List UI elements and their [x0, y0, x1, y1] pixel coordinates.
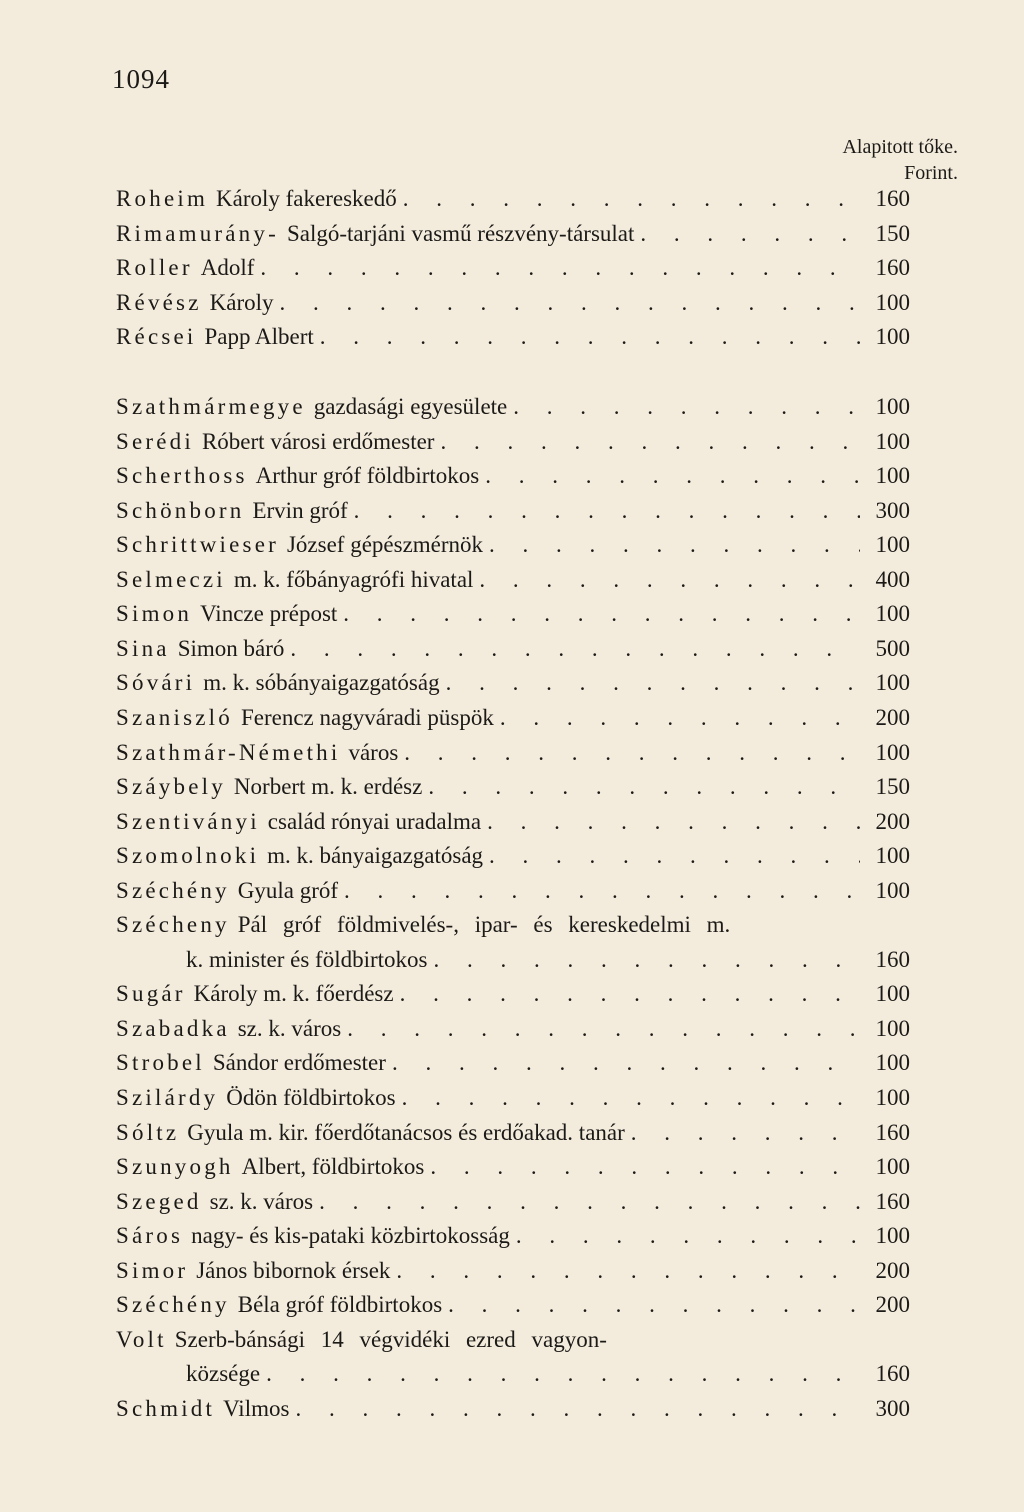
- dot-leader: [402, 1085, 860, 1111]
- entry-amount: 200: [875, 808, 910, 834]
- list-item: [116, 1258, 910, 1292]
- entry-description: m. k. bányaigazgatóság: [267, 843, 484, 869]
- list-item: [186, 947, 910, 981]
- entry-description: város: [348, 739, 399, 765]
- entry-amount: 200: [875, 704, 910, 730]
- entry-description: Károly: [209, 289, 274, 315]
- list-item: [116, 740, 910, 774]
- entry-amount: 400: [875, 566, 910, 592]
- entry-amount: 100: [875, 1154, 910, 1180]
- list-item: [116, 255, 910, 289]
- entry-description: Simon báró: [177, 635, 285, 661]
- list-item: [116, 567, 910, 601]
- entry-name: Schrittwieser: [116, 532, 279, 558]
- dot-leader: [396, 1258, 860, 1284]
- dot-leader: [489, 843, 860, 869]
- list-item: [116, 774, 910, 808]
- list-item: [116, 1154, 910, 1188]
- list-item: [116, 429, 910, 463]
- entry-description: Vilmos: [223, 1395, 290, 1421]
- entry-description: nagy- és kis-pataki közbirtokosság: [191, 1223, 510, 1249]
- entry-description: Arthur gróf földbirtokos: [255, 463, 480, 489]
- entry-amount: 100: [875, 1223, 910, 1249]
- entry-description: Norbert m. k. erdész: [233, 774, 423, 800]
- entry-description: József gépészmérnök: [286, 532, 484, 558]
- list-item: [116, 463, 910, 497]
- entry-description: Gyula gróf: [237, 877, 339, 903]
- entry-description: Ferencz nagyváradi püspök: [240, 704, 494, 730]
- list-item: [116, 601, 910, 635]
- dot-leader: [403, 186, 860, 212]
- entry-amount: 200: [875, 1257, 910, 1283]
- column-header-title: Alapitott tőke.: [842, 136, 958, 158]
- entry-amount: 100: [875, 289, 910, 315]
- entry-amount: 100: [875, 739, 910, 765]
- entry-description: községe: [186, 1361, 261, 1387]
- list-item: [116, 809, 910, 843]
- entry-amount: 300: [875, 1395, 910, 1421]
- entry-amount: 500: [875, 635, 910, 661]
- dot-leader: [485, 463, 860, 489]
- dot-leader: [266, 1361, 860, 1387]
- entry-name: Scherthoss: [116, 463, 248, 489]
- list-item: [116, 498, 910, 532]
- list-item: [116, 1050, 910, 1084]
- list-item: [116, 324, 910, 358]
- entry-description: m. k. főbányagrófi hivatal: [233, 566, 474, 592]
- entry-name: Roheim: [116, 186, 209, 211]
- list-item: [116, 1189, 910, 1223]
- entry-description: Ervin gróf: [252, 497, 348, 523]
- entry-name: Szaniszló: [116, 704, 233, 730]
- list-item: [116, 1120, 910, 1154]
- entry-name: Simon: [116, 601, 193, 627]
- entry-description: Papp Albert: [204, 324, 314, 349]
- entry-description: Károly m. k. főerdész: [193, 981, 394, 1007]
- entry-description: Sándor erdőmester: [212, 1050, 386, 1076]
- list-item: [116, 290, 910, 324]
- dot-leader: [280, 290, 861, 316]
- entry-name: Szilárdy: [116, 1085, 219, 1110]
- entry-name: Szécheny: [116, 912, 230, 938]
- list-item: [116, 981, 910, 1015]
- entry-name: Széchény: [116, 877, 230, 903]
- dot-leader: [319, 1189, 860, 1215]
- entry-name: Volt: [116, 1326, 167, 1352]
- list-item: [116, 878, 910, 912]
- dot-leader: [354, 498, 860, 524]
- entry-name: Szathmár-Némethi: [116, 739, 341, 765]
- entry-description: Adolf: [200, 255, 255, 280]
- entry-description: Károly fakereskedő: [216, 186, 397, 211]
- list-item: [116, 1016, 910, 1050]
- entry-description: Béla gróf földbirtokos: [237, 1292, 443, 1318]
- entry-name: Sóltz: [116, 1119, 180, 1145]
- entry-amount: 200: [875, 1292, 910, 1318]
- dot-leader: [430, 1154, 860, 1180]
- dot-leader: [479, 567, 860, 593]
- dot-leader: [290, 636, 860, 662]
- entry-name: Széchény: [116, 1292, 230, 1318]
- entry-description: k. minister és földbirtokos: [186, 946, 428, 972]
- column-header-unit: Forint.: [904, 162, 958, 184]
- page-number: 1094: [112, 64, 170, 94]
- entry-amount: 100: [875, 532, 910, 558]
- entry-name: Strobel: [116, 1050, 205, 1076]
- list-item: [116, 221, 910, 255]
- list-item: [186, 1361, 910, 1395]
- entry-amount: 150: [875, 220, 910, 246]
- entry-name: Selmeczi: [116, 566, 226, 592]
- entry-description: Albert, földbirtokos: [241, 1154, 425, 1180]
- list-item: [116, 705, 910, 739]
- dot-leader: [320, 324, 860, 350]
- entry-description: m. k. sóbányaigazgatóság: [203, 670, 440, 696]
- list-item: [116, 843, 910, 877]
- entry-amount: 150: [875, 774, 910, 800]
- column-header: [842, 134, 958, 186]
- list-item: [116, 1292, 910, 1326]
- dot-leader: [500, 705, 860, 731]
- dot-leader: [295, 1396, 860, 1422]
- dot-leader: [446, 670, 860, 696]
- entry-name: Récsei: [116, 324, 197, 349]
- entry-name: Szunyogh: [116, 1154, 234, 1180]
- entry-amount: 100: [875, 1050, 910, 1076]
- list-item: [116, 532, 910, 566]
- entry-description: Ödön földbirtokos: [226, 1085, 396, 1110]
- entry-description: Szerb-bánsági 14 végvidéki ezred vagyon-: [174, 1326, 607, 1352]
- list-item: [116, 186, 910, 220]
- entry-description: család rónyai uradalma: [267, 808, 482, 834]
- entry-description: Pál gróf földmivelés-, ipar- és kereskedelmi m.: [237, 912, 731, 938]
- dot-leader: [487, 809, 860, 835]
- entry-name: Szomolnoki: [116, 843, 260, 869]
- entry-amount: 100: [875, 428, 910, 454]
- dot-leader: [489, 532, 860, 558]
- list-item: [116, 1085, 910, 1119]
- entry-description: sz. k. város: [209, 1188, 314, 1214]
- entry-description: Salgó-tarjáni vasmű részvény-társulat: [286, 220, 635, 246]
- dot-leader: [448, 1292, 860, 1318]
- entry-name: Serédi: [116, 428, 194, 454]
- entry-amount: 160: [875, 946, 910, 972]
- dot-leader: [433, 947, 860, 973]
- entry-amount: 160: [875, 1188, 910, 1214]
- dot-leader: [513, 394, 860, 420]
- dot-leader: [640, 221, 860, 247]
- entry-amount: 100: [875, 601, 910, 627]
- list-item: [116, 670, 910, 704]
- entry-amount: 100: [875, 394, 910, 419]
- list-item: [116, 1396, 910, 1430]
- entry-description: gazdasági egyesülete: [313, 394, 508, 419]
- entry-name: Schönborn: [116, 497, 245, 523]
- dot-leader: [343, 601, 860, 627]
- entry-name: Sóvári: [116, 670, 196, 696]
- entry-name: Rimamurány-: [116, 220, 279, 246]
- entry-name: Sugár: [116, 981, 186, 1007]
- entry-amount: 160: [875, 1361, 910, 1387]
- entry-amount: 100: [875, 1015, 910, 1041]
- entry-name: Szentiványi: [116, 808, 260, 834]
- entry-name: Révész: [116, 289, 202, 315]
- entry-amount: 100: [875, 843, 910, 869]
- dot-leader: [344, 878, 860, 904]
- entry-amount: 100: [875, 670, 910, 696]
- entry-name: Simor: [116, 1257, 189, 1283]
- entry-amount: 100: [875, 1085, 910, 1110]
- entry-amount: 100: [875, 324, 910, 349]
- entry-amount: 160: [875, 1119, 910, 1145]
- list-item: [116, 1223, 910, 1257]
- entry-name: Sina: [116, 635, 170, 661]
- entry-amount: 100: [875, 463, 910, 489]
- dot-leader: [404, 740, 860, 766]
- list-item: [116, 394, 910, 428]
- entry-description: János bibornok érsek: [196, 1257, 391, 1283]
- dot-leader: [440, 429, 860, 455]
- entry-name: Roller: [116, 255, 193, 280]
- dot-leader: [400, 981, 860, 1007]
- entry-amount: 300: [875, 497, 910, 523]
- dot-leader: [516, 1223, 860, 1249]
- entry-description: Vincze prépost: [200, 601, 338, 627]
- entry-name: Szathmármegye: [116, 394, 306, 419]
- entry-description: Róbert városi erdőmester: [201, 428, 435, 454]
- entry-description: sz. k. város: [237, 1015, 342, 1041]
- entry-name: Szeged: [116, 1188, 202, 1214]
- dot-leader: [428, 774, 860, 800]
- dot-leader: [392, 1050, 860, 1076]
- entry-amount: 160: [875, 255, 910, 280]
- entry-description: Gyula m. kir. főerdőtanácsos és erdőakad. tanár: [187, 1119, 625, 1145]
- entry-amount: 100: [875, 877, 910, 903]
- list-item: [116, 912, 910, 946]
- entry-amount: 160: [875, 186, 910, 211]
- dot-leader: [347, 1016, 860, 1042]
- entry-name: Schmidt: [116, 1395, 216, 1421]
- entry-name: Sáros: [116, 1223, 184, 1249]
- dot-leader: [631, 1120, 860, 1146]
- entry-name: Száybely: [116, 774, 226, 800]
- list-item: [116, 636, 910, 670]
- dot-leader: [260, 255, 860, 281]
- entry-amount: 100: [875, 981, 910, 1007]
- list-item: [116, 1327, 910, 1361]
- entry-name: Szabadka: [116, 1015, 230, 1041]
